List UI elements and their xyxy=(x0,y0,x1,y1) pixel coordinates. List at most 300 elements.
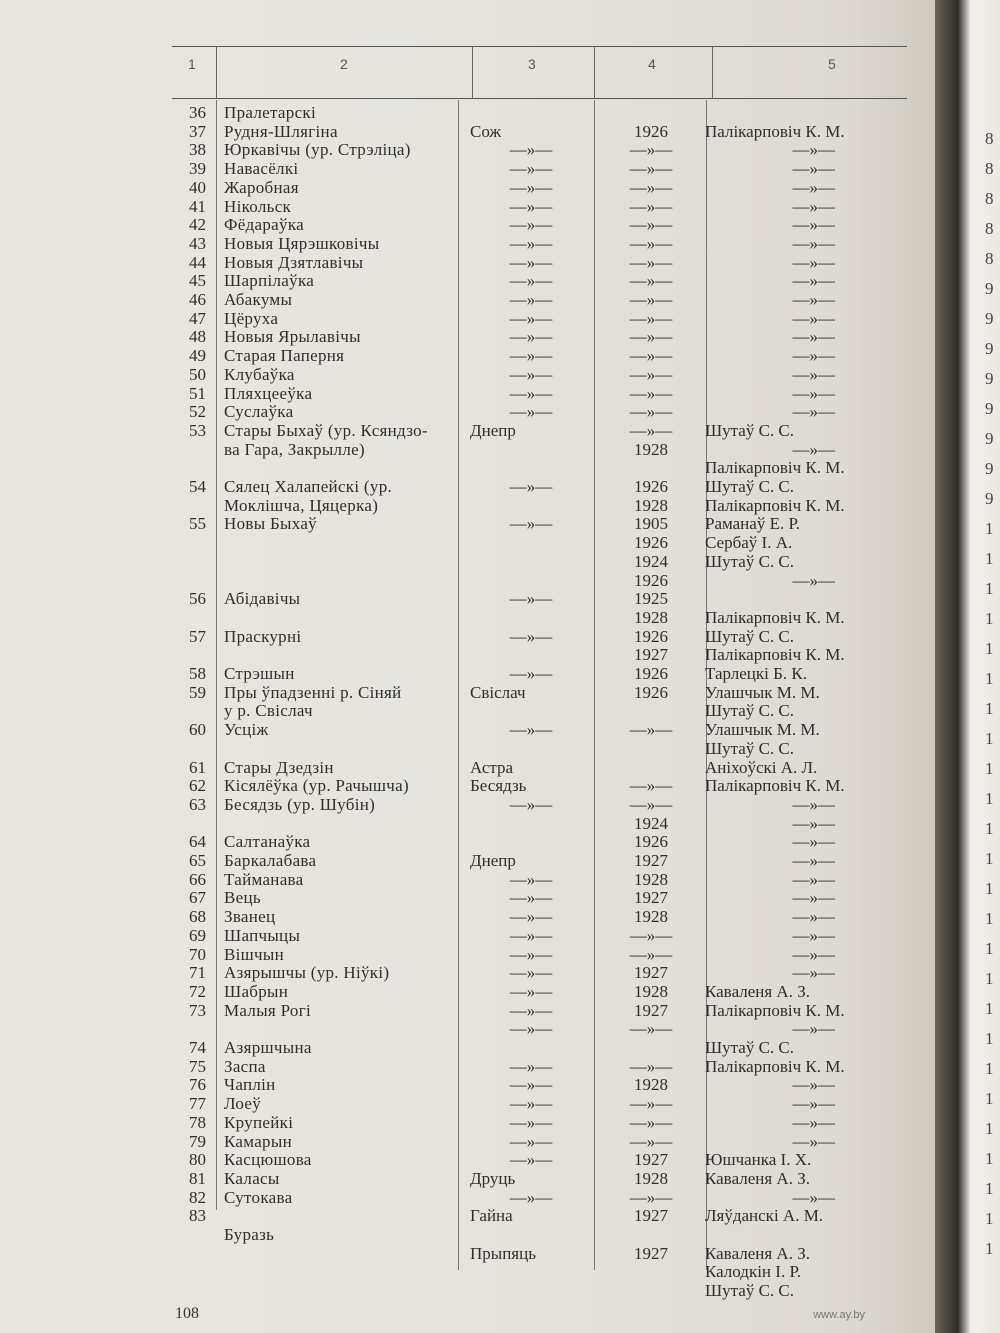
year: —»— xyxy=(629,720,673,740)
next-page-number: 9 xyxy=(985,399,994,418)
table-row xyxy=(0,215,935,235)
researcher: —»— xyxy=(792,1131,835,1151)
river-name: —»— xyxy=(509,1056,553,1076)
river-name: —»— xyxy=(509,589,553,609)
row-number: 36 xyxy=(189,103,206,122)
table-row xyxy=(0,458,935,478)
river-name: —»— xyxy=(509,869,553,889)
researcher: Шутаў С. С. xyxy=(705,701,795,721)
table-row xyxy=(0,514,935,534)
table-row xyxy=(0,832,935,852)
row-number: 75 xyxy=(189,1056,206,1076)
table-row xyxy=(0,571,935,591)
year: 1926 xyxy=(634,477,668,496)
river-name: —»— xyxy=(509,1094,553,1114)
year: —»— xyxy=(629,420,673,440)
table-row xyxy=(0,1281,935,1301)
table-row xyxy=(0,365,935,385)
settlement-name: Жаробная xyxy=(224,177,299,197)
row-number: 46 xyxy=(189,290,206,309)
year: 1924 xyxy=(634,551,668,571)
river-name: —»— xyxy=(509,308,553,328)
row-number: 74 xyxy=(189,1038,206,1057)
next-page-number: 1 xyxy=(985,789,994,808)
next-page-number: 9 xyxy=(985,459,994,478)
year: 1928 xyxy=(634,869,668,889)
table-row xyxy=(0,402,935,422)
settlement-name: Суслаўка xyxy=(224,402,294,422)
year: 1926 xyxy=(634,664,668,683)
table-row xyxy=(0,758,935,778)
row-number: 48 xyxy=(189,327,206,347)
researcher: Кавaленя А. З. xyxy=(705,1243,810,1263)
year: 1926 xyxy=(634,570,668,590)
researcher: —»— xyxy=(792,888,835,908)
next-page-number: 1 xyxy=(985,969,994,988)
table-row xyxy=(0,963,935,983)
year: 1926 xyxy=(634,832,668,852)
next-page-number: 1 xyxy=(985,1209,994,1228)
researcher: —»— xyxy=(792,140,835,160)
next-page-number: 9 xyxy=(985,369,994,388)
next-page-number: 1 xyxy=(985,879,994,898)
researcher: —»— xyxy=(792,794,835,814)
researcher: —»— xyxy=(792,907,835,927)
next-page-number: 1 xyxy=(985,699,994,718)
table-row xyxy=(0,776,935,796)
settlement-name: Камарын xyxy=(224,1131,292,1151)
researcher: —»— xyxy=(792,851,835,870)
row-number: 62 xyxy=(189,776,206,796)
year: 1927 xyxy=(634,888,668,908)
river-name: —»— xyxy=(509,907,553,927)
row-number: 83 xyxy=(189,1206,206,1226)
table-row xyxy=(0,271,935,291)
year: —»— xyxy=(629,271,673,291)
year: —»— xyxy=(629,1019,673,1039)
settlement-name: Малыя Рогі xyxy=(224,1000,312,1020)
settlement-name: Сутокава xyxy=(224,1187,293,1207)
table-row xyxy=(0,1019,935,1039)
researcher: —»— xyxy=(792,1187,835,1207)
table-row xyxy=(0,253,935,273)
column-header-5: 5 xyxy=(828,56,836,72)
year: —»— xyxy=(629,1112,673,1132)
table-row xyxy=(0,645,935,665)
researcher: —»— xyxy=(792,215,835,235)
table-row xyxy=(0,327,935,347)
table-row xyxy=(0,1132,935,1152)
researcher: —»— xyxy=(792,944,835,964)
researcher: Юшчанка І. Х. xyxy=(705,1150,812,1170)
river-name: Астра xyxy=(470,757,514,777)
table-row xyxy=(0,1150,935,1170)
river-name: —»— xyxy=(509,1187,553,1207)
river-name: —»— xyxy=(509,290,553,309)
year: 1926 xyxy=(634,682,668,702)
year: 1928 xyxy=(634,1075,668,1095)
year: —»— xyxy=(629,794,673,814)
table-row xyxy=(0,945,935,965)
researcher: Шутаў С. С. xyxy=(705,1281,795,1301)
researcher: —»— xyxy=(792,869,835,889)
next-page-number: 8 xyxy=(985,159,994,178)
settlement-name: Новы Быхаў xyxy=(224,514,317,534)
row-number: 59 xyxy=(189,682,206,702)
column-header-3: 3 xyxy=(528,56,536,72)
column-header-4: 4 xyxy=(648,56,656,72)
researcher: —»— xyxy=(792,383,835,403)
settlement-name: Пляхцееўка xyxy=(224,383,313,403)
row-number: 80 xyxy=(189,1150,206,1170)
researcher: Шутаў С. С. xyxy=(705,1038,795,1057)
researcher: —»— xyxy=(792,290,835,309)
row-number: 54 xyxy=(189,477,206,496)
table-row xyxy=(0,683,935,703)
year: —»— xyxy=(629,327,673,347)
river-name: —»— xyxy=(509,981,553,1001)
river-name: —»— xyxy=(509,177,553,197)
year: 1905 xyxy=(634,514,668,534)
researcher: Сербаў І. А. xyxy=(705,533,793,553)
river-name: Прыпяць xyxy=(470,1243,536,1263)
next-page-number: 1 xyxy=(985,639,994,658)
next-page-number: 1 xyxy=(985,669,994,688)
river-name: —»— xyxy=(509,1019,553,1039)
settlement-name: Усціж xyxy=(224,720,269,740)
researcher: Палікарповіч К. М. xyxy=(705,645,845,665)
researcher: —»— xyxy=(792,925,835,945)
row-number: 53 xyxy=(189,420,206,440)
row-number: 79 xyxy=(189,1131,206,1151)
next-page-number: 1 xyxy=(985,999,994,1018)
next-page-number: 9 xyxy=(985,489,994,508)
next-page-number: 1 xyxy=(985,1239,994,1258)
researcher: Палікарповіч К. М. xyxy=(705,1056,845,1076)
row-number: 77 xyxy=(189,1094,206,1114)
table-row xyxy=(0,1057,935,1077)
researcher: Палікарповіч К. М. xyxy=(705,1000,845,1020)
settlement-name: Шапчыцы xyxy=(224,925,301,945)
table-row xyxy=(0,159,935,179)
next-page-number: 1 xyxy=(985,819,994,838)
table-row xyxy=(0,982,935,1002)
river-name: Сож xyxy=(470,121,502,141)
researcher: —»— xyxy=(792,963,835,983)
researcher: Палікарповіч К. М. xyxy=(705,776,845,796)
header-bottom-rule xyxy=(172,98,907,99)
river-name: —»— xyxy=(509,514,553,534)
year: 1925 xyxy=(634,589,668,609)
year: —»— xyxy=(629,252,673,272)
year: —»— xyxy=(629,925,673,945)
row-number: 69 xyxy=(189,925,206,945)
next-page-number: 1 xyxy=(985,609,994,628)
table-row xyxy=(0,1188,935,1208)
river-name: —»— xyxy=(509,233,553,253)
year: —»— xyxy=(629,944,673,964)
settlement-name: Праскурні xyxy=(224,626,302,646)
table-row xyxy=(0,421,935,441)
settlement-name: Стары Дзедзін xyxy=(224,757,334,777)
settlement-name: Стары Быхаў (ур. Ксяндзо- xyxy=(224,420,428,440)
row-number: 78 xyxy=(189,1112,206,1132)
settlement-name: Моклішча, Цяцерка) xyxy=(224,495,379,515)
researcher: —»— xyxy=(792,327,835,347)
river-name: —»— xyxy=(509,794,553,814)
researcher: Шутаў С. С. xyxy=(705,420,795,440)
river-name: —»— xyxy=(509,1131,553,1151)
researcher: —»— xyxy=(792,233,835,253)
table-row xyxy=(0,1244,935,1264)
row-number: 38 xyxy=(189,140,206,160)
table-row xyxy=(0,346,935,366)
settlement-name: Новыя Дзятлавічы xyxy=(224,252,364,272)
researcher: —»— xyxy=(792,271,835,291)
header-divider xyxy=(216,46,217,98)
researcher: —»— xyxy=(792,308,835,328)
researcher: —»— xyxy=(792,364,835,384)
next-page-number: 1 xyxy=(985,849,994,868)
river-name: —»— xyxy=(509,364,553,384)
settlement-name: Вець xyxy=(224,888,261,908)
table-row xyxy=(0,814,935,834)
river-name: —»— xyxy=(509,888,553,908)
researcher: —»— xyxy=(792,1019,835,1039)
year: 1927 xyxy=(634,1150,668,1170)
table-row xyxy=(0,701,935,721)
researcher: Раманаў Е. Р. xyxy=(705,514,801,534)
researcher: Шутаў С. С. xyxy=(705,477,795,496)
river-name: —»— xyxy=(509,402,553,422)
settlement-name: Фёдараўка xyxy=(224,215,304,235)
next-page-number: 1 xyxy=(985,1179,994,1198)
next-page-number: 8 xyxy=(985,249,994,268)
row-number: 45 xyxy=(189,271,206,291)
table-row xyxy=(0,888,935,908)
table-row xyxy=(0,1225,935,1245)
row-number: 82 xyxy=(189,1187,206,1207)
river-name: —»— xyxy=(509,1000,553,1020)
researcher: Палікарповіч К. М. xyxy=(705,458,845,478)
settlement-name: Навасёлкі xyxy=(224,159,299,179)
row-number: 44 xyxy=(189,252,206,272)
river-name: Гайна xyxy=(470,1206,513,1226)
settlement-name: у р. Свіслач xyxy=(224,701,313,721)
settlement-name: Рудня-Шлягіна xyxy=(224,121,338,141)
researcher: —»— xyxy=(792,346,835,366)
table-row xyxy=(0,739,935,759)
next-page-number: 8 xyxy=(985,219,994,238)
year: —»— xyxy=(629,177,673,197)
settlement-name: Касцюшова xyxy=(224,1150,312,1170)
settlement-name: Салтанаўка xyxy=(224,832,311,852)
researcher: —»— xyxy=(792,832,835,852)
settlement-name: ва Гара, Закрылле) xyxy=(224,439,365,459)
table-row xyxy=(0,533,935,553)
year: —»— xyxy=(629,364,673,384)
table-row xyxy=(0,720,935,740)
year: 1928 xyxy=(634,439,668,459)
next-page-number: 1 xyxy=(985,1119,994,1138)
settlement-name: Баркалабава xyxy=(224,851,317,870)
settlement-name: Лоеў xyxy=(224,1094,262,1114)
next-page-number: 1 xyxy=(985,909,994,928)
river-name: —»— xyxy=(509,252,553,272)
header-divider xyxy=(594,46,595,98)
researcher: Палікарповіч К. М. xyxy=(705,607,845,627)
row-number: 55 xyxy=(189,514,206,534)
row-number: 40 xyxy=(189,177,206,197)
row-number: 64 xyxy=(189,832,206,852)
table-row xyxy=(0,589,935,609)
river-name: —»— xyxy=(509,271,553,291)
year: 1924 xyxy=(634,813,668,833)
year: —»— xyxy=(629,1131,673,1151)
header-divider xyxy=(712,46,713,98)
river-name: —»— xyxy=(509,215,553,235)
row-number: 47 xyxy=(189,308,206,328)
river-name: —»— xyxy=(509,963,553,983)
row-number: 51 xyxy=(189,383,206,403)
row-number: 43 xyxy=(189,233,206,253)
settlement-name: Шарпілаўка xyxy=(224,271,315,291)
researcher: Калодкін І. Р. xyxy=(705,1262,802,1282)
year: 1926 xyxy=(634,533,668,553)
table-row xyxy=(0,234,935,254)
row-number: 76 xyxy=(189,1075,206,1095)
row-number: 71 xyxy=(189,963,206,983)
next-page-number: 1 xyxy=(985,1029,994,1048)
settlement-name: Клубаўка xyxy=(224,364,295,384)
row-number: 42 xyxy=(189,215,206,235)
researcher: —»— xyxy=(792,1094,835,1114)
settlement-name: Юркавічы (ур. Стрэліца) xyxy=(224,140,411,160)
table-row xyxy=(0,627,935,647)
table-row xyxy=(0,552,935,572)
next-page-number: 9 xyxy=(985,429,994,448)
table-row xyxy=(0,178,935,198)
table-row xyxy=(0,197,935,217)
table-row xyxy=(0,1169,935,1189)
river-name: —»— xyxy=(509,664,553,683)
year: —»— xyxy=(629,215,673,235)
table-row xyxy=(0,103,935,123)
table-row xyxy=(0,795,935,815)
settlement-name: Сялец Халапейскі (ур. xyxy=(224,477,393,496)
river-name: —»— xyxy=(509,1150,553,1170)
researcher: Аніхоўскі А. Л. xyxy=(705,757,818,777)
year: 1928 xyxy=(634,607,668,627)
researcher: Шутаў С. С. xyxy=(705,626,795,646)
year: 1926 xyxy=(634,121,668,141)
year: 1927 xyxy=(634,851,668,870)
river-name: Днепр xyxy=(470,851,516,870)
river-name: —»— xyxy=(509,196,553,216)
river-name: Свіслач xyxy=(470,682,526,702)
settlement-name: Буразь xyxy=(224,1225,275,1244)
river-name: —»— xyxy=(509,720,553,740)
next-page-number: 1 xyxy=(985,1089,994,1108)
river-name: Днепр xyxy=(470,420,516,440)
river-name: —»— xyxy=(509,327,553,347)
header-divider xyxy=(472,46,473,98)
river-name: —»— xyxy=(509,159,553,179)
year: 1927 xyxy=(634,645,668,665)
next-page-number: 8 xyxy=(985,129,994,148)
row-number: 56 xyxy=(189,589,206,609)
table-row xyxy=(0,1075,935,1095)
table-row xyxy=(0,290,935,310)
row-number: 39 xyxy=(189,159,206,179)
researcher: Палікарповіч К. М. xyxy=(705,495,845,515)
row-number: 49 xyxy=(189,346,206,366)
settlement-name: Новыя Цярэшковічы xyxy=(224,233,380,253)
next-page-number: 1 xyxy=(985,519,994,538)
settlement-name: Стрэшын xyxy=(224,664,295,683)
settlement-name: Азяршчына xyxy=(224,1038,312,1057)
table-row xyxy=(0,1094,935,1114)
settlement-name: Пралетарскі xyxy=(224,103,317,122)
table-row xyxy=(0,440,935,460)
researcher: Кавaленя А. З. xyxy=(705,981,810,1001)
row-number: 41 xyxy=(189,196,206,216)
next-page-number: 9 xyxy=(985,309,994,328)
table-row xyxy=(0,851,935,871)
year: 1928 xyxy=(634,981,668,1001)
table-row xyxy=(0,926,935,946)
year: 1926 xyxy=(634,626,668,646)
row-number: 37 xyxy=(189,121,206,141)
year: 1927 xyxy=(634,963,668,983)
settlement-name: Старая Паперня xyxy=(224,346,345,366)
year: 1927 xyxy=(634,1000,668,1020)
settlement-name: Заспа xyxy=(224,1056,266,1076)
river-name: Бесядзь xyxy=(470,776,527,796)
row-number: 57 xyxy=(189,626,206,646)
researcher: —»— xyxy=(792,1112,835,1132)
row-number: 73 xyxy=(189,1000,206,1020)
year: —»— xyxy=(629,233,673,253)
row-number: 60 xyxy=(189,720,206,740)
researcher: Улашчык М. М. xyxy=(705,720,820,740)
row-number: 72 xyxy=(189,981,206,1001)
row-number: 66 xyxy=(189,869,206,889)
year: —»— xyxy=(629,140,673,160)
table-row xyxy=(0,1262,935,1282)
settlement-name: Новыя Ярылавічы xyxy=(224,327,361,347)
row-number: 68 xyxy=(189,907,206,927)
researcher: Шутаў С. С. xyxy=(705,551,795,571)
year: —»— xyxy=(629,346,673,366)
year: 1928 xyxy=(634,907,668,927)
settlement-name: Абідавічы xyxy=(224,589,301,609)
year: —»— xyxy=(629,776,673,796)
year: 1928 xyxy=(634,495,668,515)
next-page-number: 1 xyxy=(985,579,994,598)
researcher: Палікарповіч К. М. xyxy=(705,121,845,141)
river-name: Друць xyxy=(470,1168,516,1188)
row-number: 58 xyxy=(189,664,206,683)
researcher: Шутаў С. С. xyxy=(705,738,795,758)
row-number: 81 xyxy=(189,1168,206,1188)
researcher: —»— xyxy=(792,252,835,272)
settlement-name: Нікольск xyxy=(224,196,292,216)
year: —»— xyxy=(629,159,673,179)
table-row xyxy=(0,496,935,516)
river-name: —»— xyxy=(509,1075,553,1095)
researcher: —»— xyxy=(792,177,835,197)
